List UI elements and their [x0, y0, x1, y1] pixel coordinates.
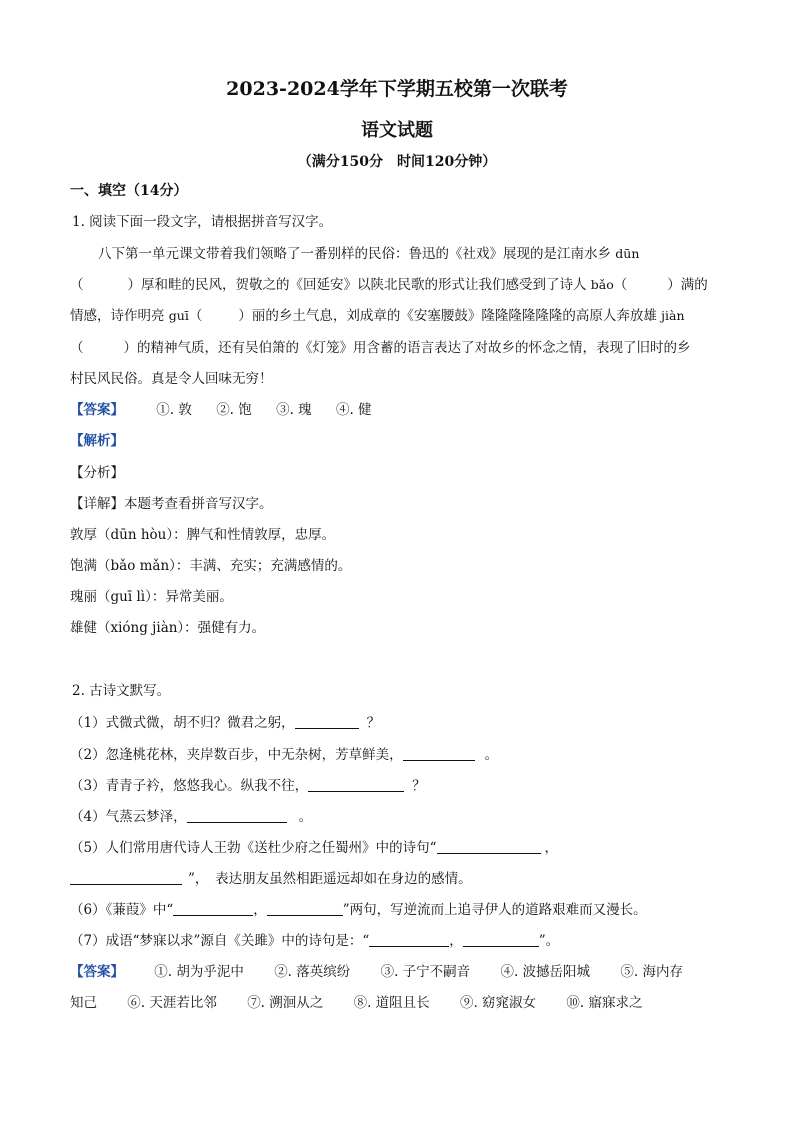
q2-answer: ④. 波撼岳阳城	[500, 964, 591, 980]
q1-answer-row	[70, 402, 392, 418]
q2-item-6	[70, 901, 647, 918]
definition-item: 雄健（xióng jiàn）：强健有力。	[70, 620, 266, 636]
section-heading: 一、填空（14分）	[70, 183, 188, 199]
fill-blank[interactable]	[369, 932, 449, 947]
q2-text: ，	[449, 933, 463, 949]
q2-text: （1）式微式微，胡不归？微君之躬，	[70, 715, 295, 731]
q2-answer: ⑤. 海内存	[620, 964, 683, 980]
q2-text: （4）气蒸云梦泽，	[70, 809, 187, 825]
fill-blank[interactable]	[437, 839, 541, 854]
q1-text: （	[70, 340, 84, 356]
analysis-tag: 【解析】	[70, 433, 124, 449]
fenxi-tag: 【分析】	[70, 465, 124, 481]
q2-item-3	[70, 777, 426, 794]
q1-text: （	[613, 277, 628, 293]
q1-answer: ④. 健	[335, 402, 372, 418]
q2-text: （2）忽逢桃花林，夹岸数百步，中无杂树，芳草鲜美，	[70, 747, 403, 763]
pinyin-bao: bǎo	[590, 277, 614, 292]
q2-answer: ⑦. 溯洄从之	[247, 995, 324, 1011]
fill-blank[interactable]	[267, 901, 343, 916]
detail-tag: 【详解】	[70, 496, 124, 512]
fill-blank[interactable]	[463, 932, 539, 947]
q2-prompt: 2. 古诗文默写。	[72, 683, 171, 699]
q1-text: ）的精神气质，还有吴伯箫的《灯笼》用含蓄的语言表达了对故乡的怀念之情，表现了旧时的乡	[123, 340, 691, 356]
q1-text: 八下第一单元课文带着我们领略了一番别样的民俗：鲁迅的《社戏》展现的是江南水乡	[98, 246, 611, 262]
q2-answer: ②. 落英缤纷	[274, 964, 351, 980]
q2-answer: 知己	[70, 995, 97, 1011]
q2-item-5	[70, 839, 558, 856]
q1-passage-line4	[70, 340, 691, 356]
fill-blank[interactable]	[403, 746, 475, 761]
answer-tag: 【答案】	[70, 402, 124, 418]
answer-tag: 【答案】	[70, 964, 124, 980]
q2-answer: ⑧. 道阻且长	[353, 995, 430, 1011]
q2-text: 。	[298, 809, 313, 825]
exam-subject: 语文试题	[361, 120, 433, 141]
pinyin-gui: guī	[168, 308, 189, 323]
q1-passage-line1	[98, 246, 639, 262]
pinyin-dun: dūn	[615, 246, 640, 261]
q2-text: ”。	[538, 933, 560, 949]
fill-blank[interactable]	[308, 777, 404, 792]
q2-answer-row2	[70, 995, 642, 1011]
q2-text: （7）成语“梦寐以求”源自《关雎》中的诗句是：“	[70, 933, 370, 949]
q2-item-2	[70, 746, 498, 763]
q2-answer: ⑨. 窈窕淑女	[459, 995, 537, 1011]
q1-answer: ③. 瑰	[276, 402, 312, 418]
q2-text: （3）青青子衿，悠悠我心。纵我不往，	[70, 778, 309, 794]
q1-text: 情感，诗作明亮	[70, 308, 165, 324]
q1-answer: ②. 饱	[216, 402, 252, 418]
q2-answer: ⑥. 天涯若比邻	[127, 995, 217, 1011]
q2-text: （6）《蒹葭》中“	[70, 902, 174, 918]
definition-item: 敦厚（dūn hòu）：脾气和性情敦厚，忠厚。	[70, 527, 336, 543]
q1-text: ）丽的乡土气息，刘成章的《安塞腰鼓》隆隆隆隆隆隆的高原人奔放雄	[238, 308, 657, 324]
q1-text: （	[188, 308, 203, 324]
definition-item: 瑰丽（guī lì）：异常美丽。	[70, 589, 233, 605]
q2-text: ，	[253, 902, 267, 918]
q2-text: ？	[412, 778, 426, 794]
exam-title: 2023-2024学年下学期五校第一次联考	[226, 78, 568, 100]
detail-text: 本题考查看拼音写汉字。	[124, 496, 273, 512]
q1-answer: ①. 敦	[156, 402, 192, 418]
q2-answer-row1	[70, 964, 683, 980]
q1-passage-line2	[70, 277, 708, 293]
definition-item: 饱满（bǎo mǎn）：丰满、充实；充满感情的。	[70, 558, 352, 574]
pinyin-jian: jiàn	[661, 308, 685, 323]
q2-text: 。	[484, 747, 499, 763]
q2-answer: ③. 子宁不嗣音	[380, 964, 471, 980]
q2-answer: ①. 胡为乎泥中	[154, 964, 244, 980]
q2-item-4	[70, 808, 312, 825]
q1-passage-line5: 村民风民俗。真是令人回味无穷！	[70, 371, 273, 387]
fill-blank[interactable]	[187, 808, 287, 823]
q2-item-7	[70, 932, 559, 949]
fill-blank[interactable]	[173, 901, 253, 916]
exam-info: （满分150分 时间120分钟）	[297, 154, 497, 170]
q2-text: （5）人们常用唐代诗人王勃《送杜少府之任蜀州》中的诗句“	[70, 840, 437, 856]
q2-text: ？	[366, 715, 381, 731]
q1-prompt: 1. 阅读下面一段文字，请根据拼音写汉字。	[72, 214, 333, 230]
q1-passage-line3	[70, 308, 685, 324]
q1-text: ）满的	[667, 277, 708, 293]
q2-answer: ⑩. 寤寐求之	[566, 995, 643, 1011]
q2-text: ，	[544, 840, 558, 856]
q2-item-1	[70, 714, 380, 731]
fill-blank[interactable]	[295, 714, 359, 729]
fill-blank[interactable]	[70, 870, 182, 885]
detail-row	[70, 496, 273, 512]
q2-text: ”， 表达朋友虽然相距遥远却如在身边的感情。	[188, 871, 472, 887]
q2-item-5-cont	[70, 870, 472, 887]
q2-text: ”两句，写逆流而上追寻伊人的道路艰难而又漫长。	[342, 902, 647, 918]
q1-text: （	[70, 277, 84, 293]
q1-text: ）厚和畦的民风，贺敬之的《回延安》以陕北民歌的形式让我们感受到了诗人	[127, 277, 587, 293]
